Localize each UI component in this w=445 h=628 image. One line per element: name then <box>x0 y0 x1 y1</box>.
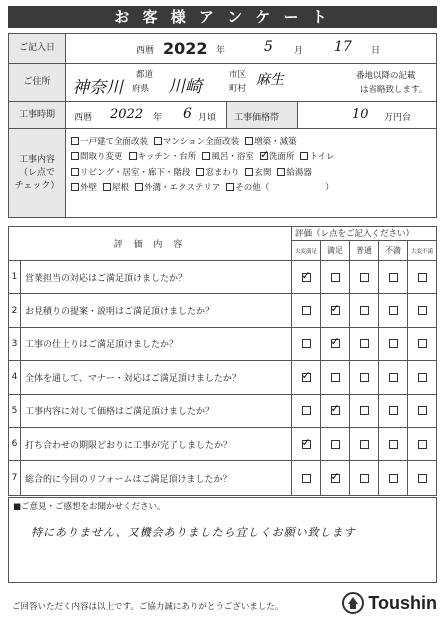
content-option-label: 玄関 <box>254 167 272 178</box>
rating-cell <box>321 395 350 427</box>
checkbox[interactable] <box>71 168 79 176</box>
checkbox[interactable] <box>71 137 79 145</box>
header-rating: 評価（レ点をご記入ください） <box>292 227 436 241</box>
rating-cell <box>350 328 379 360</box>
rating-cell <box>408 261 436 293</box>
address-city-unit-1: 市区 <box>229 70 247 80</box>
evaluation-row <box>9 328 436 361</box>
checkbox[interactable] <box>196 168 204 176</box>
date-era-label: 西暦 <box>136 46 155 56</box>
content-line <box>71 180 434 196</box>
col-very-satisfied: 大変満足 <box>292 241 321 260</box>
rating-cell <box>408 395 436 427</box>
rating-checkbox[interactable] <box>418 339 427 348</box>
content-option <box>245 135 297 147</box>
date-month-unit: 月 <box>294 46 304 56</box>
rating-cell <box>379 328 408 360</box>
rating-checkbox[interactable] <box>360 406 369 415</box>
rating-checkbox[interactable] <box>389 440 398 449</box>
content-option-label: 増築・減築 <box>254 136 297 147</box>
rating-checkbox[interactable] <box>360 339 369 348</box>
date-year: 2022 <box>163 39 208 58</box>
date-label: ご記入日 <box>9 34 66 63</box>
price-label: 工事価格帯 <box>234 113 280 123</box>
house-logo-icon <box>342 592 364 614</box>
period-year-unit: 年 <box>153 113 163 123</box>
content-option-label: 窓まわり <box>205 167 240 178</box>
rating-cell <box>350 461 379 494</box>
evaluation-table <box>8 226 437 496</box>
rating-cell <box>292 395 321 427</box>
content-option <box>300 150 334 162</box>
rating-cell <box>379 395 408 427</box>
rating-cell <box>321 328 350 360</box>
rating-checkbox[interactable] <box>389 273 398 282</box>
rating-checkbox[interactable] <box>389 474 398 483</box>
rating-cell <box>292 461 321 494</box>
survey-title: お 客 様 ア ン ケ ー ト <box>8 6 437 28</box>
checkbox[interactable] <box>71 183 79 191</box>
address-ward[interactable]: 麻生 <box>256 72 284 88</box>
rating-checkbox[interactable] <box>418 273 427 282</box>
content-option-label: 外溝・エクステリア <box>144 183 221 194</box>
rating-cell <box>379 461 408 494</box>
rating-cell <box>321 461 350 494</box>
rating-checkbox[interactable] <box>302 440 311 449</box>
rating-checkbox[interactable] <box>331 440 340 449</box>
question-number: 4 <box>9 361 21 393</box>
address-note-1: 番地以降の記載 <box>356 71 416 81</box>
price-divider <box>297 102 298 128</box>
content-label-1: 工事内容 <box>18 154 55 165</box>
content-option <box>202 150 254 162</box>
question-text: 営業担当の対応はご満足頂けましたか？ <box>21 261 292 293</box>
rating-cell <box>408 328 436 360</box>
address-note-2: は省略致します。 <box>360 85 428 95</box>
question-text: 打ち合わせの期限どおりに工事が完了しましたか？ <box>21 428 292 460</box>
col-satisfied: 満足 <box>321 241 350 260</box>
rating-checkbox[interactable] <box>331 373 340 382</box>
rating-checkbox[interactable] <box>331 273 340 282</box>
rating-cell <box>292 328 321 360</box>
rating-checkbox[interactable] <box>302 373 311 382</box>
question-text: 工事内容に対して価格はご満足頂けましたか？ <box>21 395 292 427</box>
content-checklist <box>71 133 434 195</box>
content-option-label: リビング・居室・廊下・階段 <box>80 167 191 178</box>
checkbox[interactable] <box>300 152 308 160</box>
footer-text: ご回答いただく内容は以上です。ご協力誠にありがとうございました。 <box>12 602 284 612</box>
evaluation-row <box>9 294 436 327</box>
content-option <box>129 150 197 162</box>
evaluation-row <box>9 428 436 461</box>
content-line <box>71 149 434 165</box>
rating-cell <box>379 361 408 393</box>
rating-cell <box>350 395 379 427</box>
col-dissatisfied: 不満 <box>379 241 408 260</box>
rating-checkbox[interactable] <box>418 373 427 382</box>
comment-text[interactable]: 特にありません、又機会ありましたら宜しくお願い致します <box>31 526 356 539</box>
question-text: 工事の仕上りはご満足頂けましたか？ <box>21 328 292 360</box>
rating-checkbox[interactable] <box>418 406 427 415</box>
question-number: 1 <box>9 261 21 293</box>
content-option <box>71 181 97 193</box>
checkbox[interactable] <box>277 168 285 176</box>
content-option-label: 外壁 <box>80 183 98 194</box>
question-text: 総合的に今回のリフォームはご満足頂けましたか？ <box>21 461 292 494</box>
content-option <box>196 166 239 178</box>
content-option <box>135 181 220 193</box>
content-option-label: トイレ <box>309 152 335 163</box>
content-option <box>260 150 295 162</box>
date-row <box>9 34 436 64</box>
rating-cell <box>408 361 436 393</box>
content-line <box>71 164 434 180</box>
period-era-label: 西暦 <box>74 113 93 123</box>
rating-checkbox[interactable] <box>360 440 369 449</box>
evaluation-row <box>9 361 436 394</box>
content-option-label: 洗面所 <box>268 152 295 163</box>
date-month[interactable]: 5 <box>264 39 273 55</box>
period-row <box>9 102 436 129</box>
evaluation-header <box>9 227 436 261</box>
content-option <box>226 181 269 193</box>
rating-cell <box>321 361 350 393</box>
rating-checkbox[interactable] <box>418 474 427 483</box>
content-option <box>325 181 334 193</box>
checkbox[interactable] <box>154 137 162 145</box>
rating-checkbox[interactable] <box>360 474 369 483</box>
rating-cell <box>350 261 379 293</box>
rating-cell <box>292 361 321 393</box>
content-option-label: その他（ <box>235 183 270 194</box>
checkbox[interactable] <box>135 183 143 191</box>
rating-cell <box>350 428 379 460</box>
rating-checkbox[interactable] <box>418 440 427 449</box>
content-option <box>103 181 129 193</box>
content-option <box>277 166 312 178</box>
period-year[interactable]: 2022 <box>110 107 144 122</box>
rating-checkbox[interactable] <box>331 306 340 315</box>
period-month[interactable]: 6 <box>183 106 192 122</box>
checkbox[interactable] <box>129 152 137 160</box>
rating-cell <box>292 261 321 293</box>
rating-cell <box>408 428 436 460</box>
period-month-unit: 月頃 <box>198 113 217 123</box>
address-label: ご住所 <box>9 64 66 101</box>
checkbox[interactable] <box>260 152 268 160</box>
info-table <box>8 33 437 218</box>
date-day-unit: 日 <box>371 46 381 56</box>
question-number: 6 <box>9 428 21 460</box>
rating-checkbox[interactable] <box>302 339 311 348</box>
content-label-2: （レ点で <box>18 167 55 178</box>
header-question: 評 価 内 容 <box>9 227 292 260</box>
rating-checkbox[interactable] <box>302 406 311 415</box>
content-option-label: 屋根 <box>112 183 130 194</box>
checkbox[interactable] <box>245 168 253 176</box>
price-unit: 万円台 <box>384 113 412 123</box>
content-option-label: 給湯器 <box>286 167 312 178</box>
content-option-label: ） <box>325 183 334 194</box>
rating-checkbox[interactable] <box>389 373 398 382</box>
brand-name: Toushin <box>368 592 437 613</box>
content-line <box>71 133 434 149</box>
col-very-dissatisfied: 大変不満 <box>410 248 433 255</box>
address-city[interactable]: 川崎 <box>168 77 202 97</box>
rating-cell <box>379 261 408 293</box>
content-option <box>71 135 148 147</box>
question-number: 3 <box>9 328 21 360</box>
evaluation-row <box>9 461 436 494</box>
address-prefecture[interactable]: 神奈川 <box>72 78 123 98</box>
content-option-label: キッチン・台所 <box>137 152 197 163</box>
rating-checkbox[interactable] <box>302 273 311 282</box>
content-option-label: 一戸建て全面改装 <box>80 136 149 147</box>
content-option <box>154 135 239 147</box>
address-pref-unit-2: 府県 <box>132 84 150 94</box>
evaluation-row <box>9 395 436 428</box>
evaluation-rows <box>9 261 436 495</box>
content-option-label: 風呂・浴室 <box>211 152 254 163</box>
rating-cell <box>321 261 350 293</box>
content-option-label: マンション全面改装 <box>163 136 240 147</box>
checkbox[interactable] <box>226 183 234 191</box>
address-pref-unit-1: 都道 <box>136 70 154 80</box>
rating-checkbox[interactable] <box>389 339 398 348</box>
checkbox[interactable] <box>71 152 79 160</box>
content-row <box>9 129 436 217</box>
address-row <box>9 64 436 102</box>
checkbox[interactable] <box>103 183 111 191</box>
rating-cell <box>350 361 379 393</box>
question-number: 5 <box>9 395 21 427</box>
rating-checkbox[interactable] <box>360 373 369 382</box>
rating-checkbox[interactable] <box>331 406 340 415</box>
brand-logo <box>342 592 437 614</box>
date-year-unit: 年 <box>216 46 226 56</box>
rating-cell <box>321 294 350 326</box>
content-option-label: 間取り変更 <box>80 152 123 163</box>
rating-checkbox[interactable] <box>360 273 369 282</box>
content-label-3: チェック） <box>14 180 60 191</box>
rating-checkbox[interactable] <box>360 306 369 315</box>
rating-checkbox[interactable] <box>302 306 311 315</box>
question-number: 7 <box>9 461 21 494</box>
comment-label: ■ご意見・ご感想をお聞かせください。 <box>13 502 166 512</box>
question-number: 2 <box>9 294 21 326</box>
evaluation-row <box>9 261 436 294</box>
comment-box[interactable] <box>8 497 437 583</box>
address-city-unit-2: 町村 <box>229 84 247 94</box>
period-label: 工事時期 <box>9 102 66 128</box>
rating-checkbox[interactable] <box>389 406 398 415</box>
checkbox[interactable] <box>202 152 210 160</box>
rating-cell <box>350 294 379 326</box>
question-text: 全体を通して、マナー・対応はご満足頂けましたか？ <box>21 361 292 393</box>
rating-checkbox[interactable] <box>302 474 311 483</box>
price-value[interactable]: 10 <box>352 107 369 122</box>
rating-checkbox[interactable] <box>418 306 427 315</box>
checkbox[interactable] <box>245 137 253 145</box>
rating-cell <box>379 428 408 460</box>
rating-cell <box>408 294 436 326</box>
rating-cell <box>321 428 350 460</box>
content-option <box>71 150 123 162</box>
content-label <box>9 129 66 217</box>
question-text: お見積りの提案・説明はご満足頂けましたか？ <box>21 294 292 326</box>
content-option <box>245 166 271 178</box>
rating-checkbox[interactable] <box>331 339 340 348</box>
date-day[interactable]: 17 <box>334 39 352 55</box>
rating-checkbox[interactable] <box>331 474 340 483</box>
rating-checkbox[interactable] <box>389 306 398 315</box>
content-option <box>71 166 190 178</box>
rating-cell <box>408 461 436 494</box>
rating-cell <box>379 294 408 326</box>
rating-cell <box>292 294 321 326</box>
rating-cell <box>292 428 321 460</box>
col-normal: 普通 <box>350 241 379 260</box>
